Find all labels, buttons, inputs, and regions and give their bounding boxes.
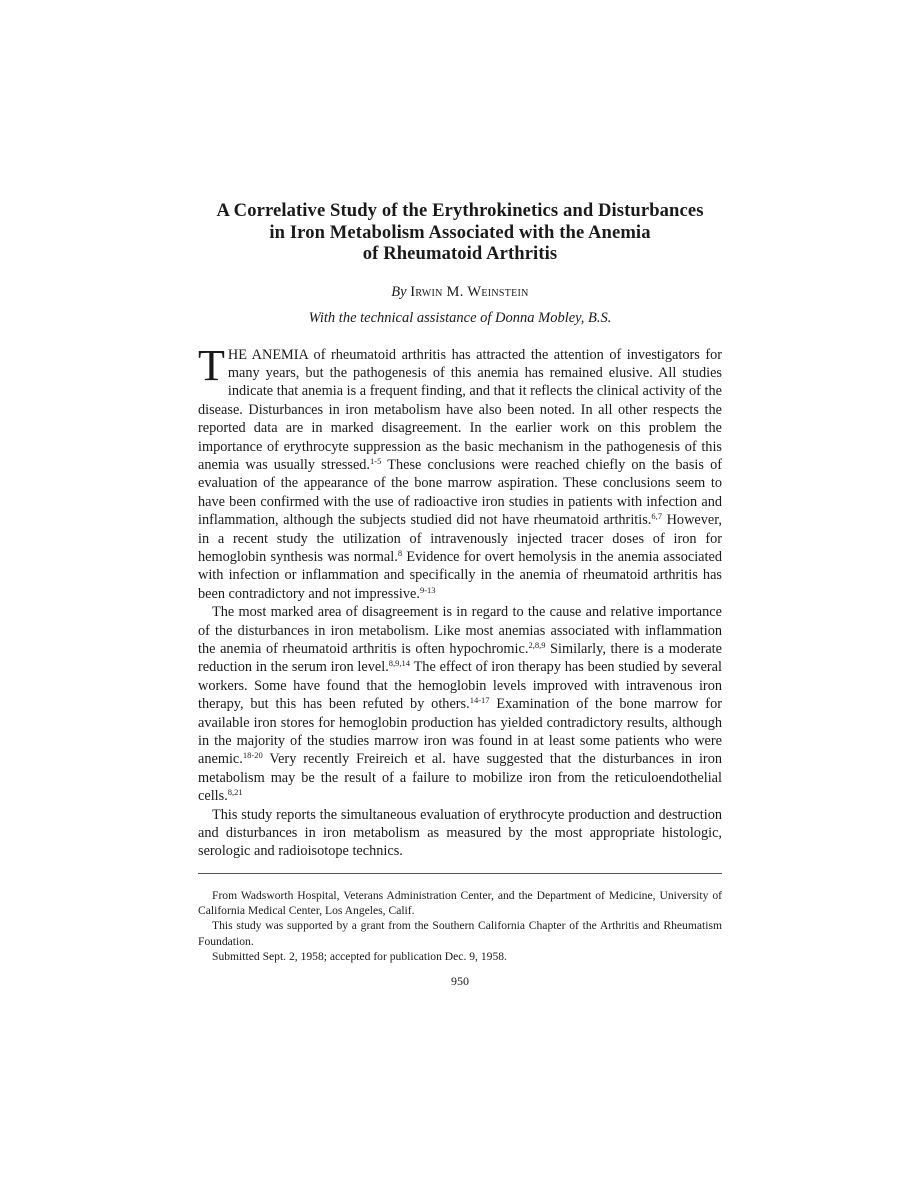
footnote-submitted: Submitted Sept. 2, 1958; accepted for publication Dec. 9, 1958. [212,950,507,964]
technical-assistance: With the technical assistance of Donna Mobley, B.S. [308,309,612,326]
citation: 1-5 [370,455,382,466]
title-line-2: in Iron Metabolism Associated with the Anemia [269,221,651,243]
drop-cap: T [198,340,225,390]
citation: 6,7 [651,511,663,522]
citation: 18-20 [242,750,263,761]
citation: 8 [397,547,403,558]
article-body [198,340,722,861]
title-line-3: of Rheumatoid Arthritis [362,243,558,264]
citation: 8,21 [227,787,243,798]
p2-text-1: The most marked area of disagreement is in regard to the cause and relative importance of the disturbances in iron metabolism. Like most anemias associated with inflammation the anemia of rheumatoid arthritis is often hypochromic. [198,604,722,657]
p1-text-1: HE ANEMIA of rheumatoid arthritis has attracted the attention of investigators for many years, but the pathogenesis of this anemia has remained elusive. All studies indicate that anemia is a frequent finding, and that it reflects the clinical activity of the disease. Disturbances in iron metabolism have also been noted. In all other respects the reported data are in marked disagreement. In the earlier work on this problem the importance of erythrocyte suppression as the basic mechanism in the pathogenesis of this anemia was usually stressed. [198,346,722,473]
citation: 9-13 [419,584,436,595]
p2-text-5: Very recently Freireich et al. have suggested that the disturbances in iron metabolism may be the result of a failure to mobilize iron from the reticuloendothelial cells. [198,751,722,805]
p2-text-3: The effect of iron therapy has been studied by several workers. Some have found that the hemoglobin levels improved with intravenous iron therapy, but this has been refuted by others. [198,659,722,713]
paragraph-2 [198,603,722,805]
citation: 14-17 [469,695,490,706]
page-number: 950 [451,974,469,989]
byline-prefix: By [391,283,407,300]
paragraph-3: This study reports the simultaneous evaluation of erythrocyte production and destruction and disturbances in iron metabolism as measured by the most appropriate histologic, serologic and radioisotope technics. [198,806,722,860]
p2-text-2: Similarly, there is a moderate reduction in the serum iron level. [198,641,722,676]
p1-text-2: These conclusions were reached chiefly on the basis of evaluation of the appearance of the bone marrow aspiration. These conclusions seem to have been confirmed with the use of radioactive iron studies in patients with infection and inflammation, although the subjects studied did not have rheumatoid arthritis. [198,456,722,529]
p1-text-4: Evidence for overt hemolysis in the anemia associated with infection or inflammation and specifically in the anemia of rheumatoid arthritis has been contradictory and not impressive. [198,548,722,602]
citation: 2,8,9 [528,640,546,650]
footnote-divider [198,873,722,874]
article-page [198,200,722,989]
title-line-1: A Correlative Study of the Erythrokinetics and Disturbances [216,200,704,221]
footnote-support: This study was supported by a grant from the Southern California Chapter of the Arthritis and Rheumatism Foundation. [198,919,722,948]
p2-text-4: Examination of the bone marrow for available iron stores for hemoglobin production has yielded contradictory results, although in the majority of the studies marrow iron was found in at least some patients who were anemic. [198,696,722,768]
article-title [198,200,722,265]
footnotes [198,888,722,964]
paragraph-1 [198,340,722,604]
footnote-affiliation: From Wadsworth Hospital, Veterans Administration Center, and the Department of Medicine, University of California Medical Center, Los Angeles, Calif. [198,888,722,918]
p1-text-3: However, in a recent study the utilization of intravenously injected tracer doses of iron for hemoglobin synthesis was normal. [198,512,722,565]
author-byline [198,284,722,302]
author-name: Irwin M. Weinstein [410,283,529,300]
citation: 8,9,14 [388,658,411,669]
